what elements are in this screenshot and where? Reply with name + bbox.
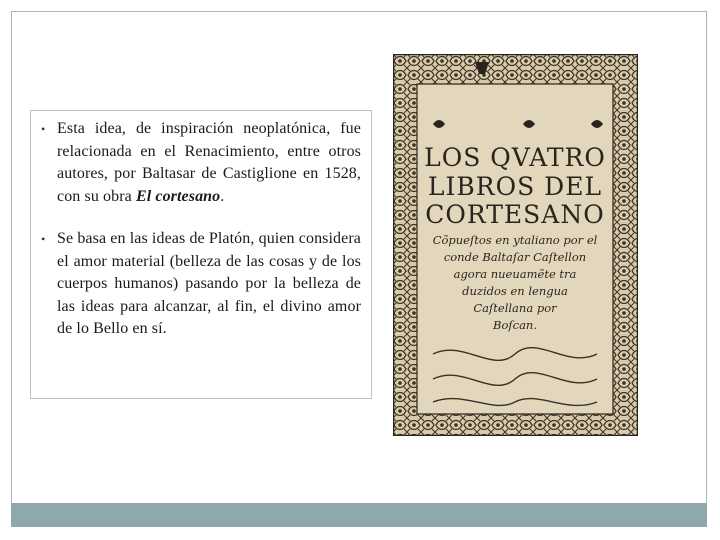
cover-subtitle-line: duzidos en lengua [462,284,568,298]
bullet-trailing: . [220,187,225,205]
cover-subtitle-line: Caſtellana por [473,301,557,315]
cover-title-line: LOS QVATRO [424,143,606,172]
bullet-icon: • [41,122,46,136]
text-box [30,110,372,399]
footer-bar [11,503,707,527]
bullet-castiglione [41,118,361,208]
cover-title-line: CORTESANO [425,200,605,229]
cover-subtitle-line: Boſcan. [493,318,537,332]
bullet-icon: • [41,232,46,246]
cover-subtitle-line: conde Baltaſar Caſtellon [443,250,587,264]
bullet-text: Se basa en las ideas de Platón, quien considera el amor material (belleza de las cosas y de los cuerpos humanos) pasando por la belleza de las ideas para alcanzar, al fin, el divino amor de lo Bello en sí. [57,230,361,337]
book-cover-image [393,54,638,436]
cover-title-line: LIBROS DEL [427,172,603,201]
bullet-text: Esta idea, de inspiración neoplatónica, fue relacionada en el Renacimiento, entre otros autores, por Baltasar de Castiglione en 1528, con su obra [57,120,361,205]
cover-subtitle-line: Cõpueſtos en ytaliano por el [432,233,598,247]
book-cover-illustration [393,54,638,436]
cover-subtitle-line: agora nueuamẽte tra [453,267,577,281]
work-title: El cortesano [135,187,221,205]
bullet-platon [41,228,361,341]
